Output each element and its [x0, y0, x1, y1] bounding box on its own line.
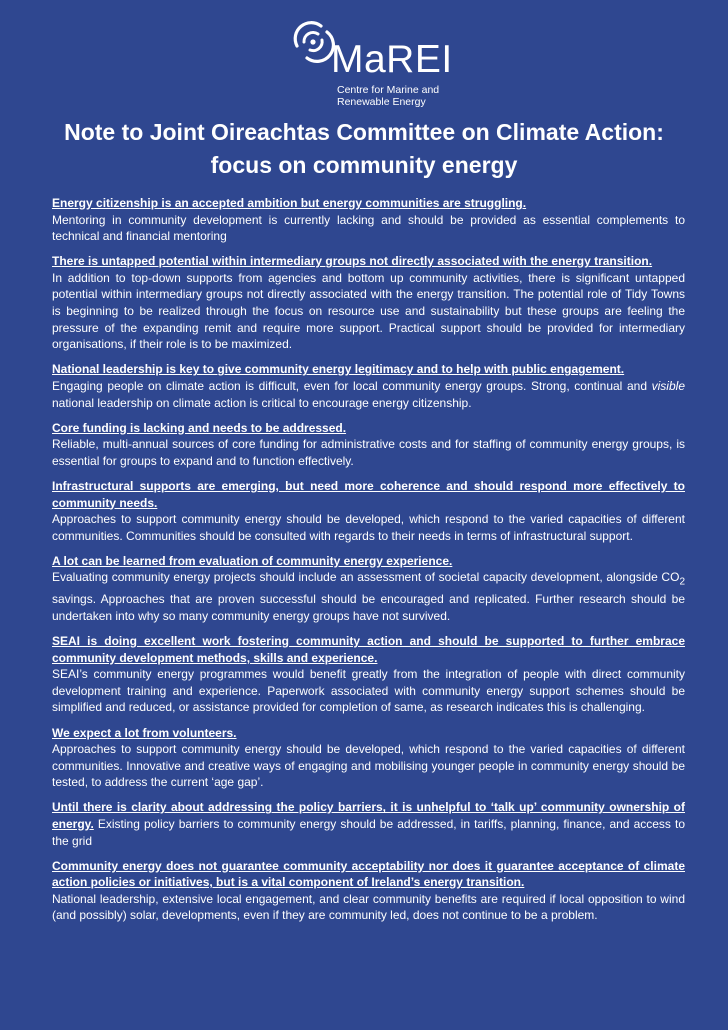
marei-logo — [291, 20, 461, 110]
marei-logo-mark-icon — [291, 20, 335, 64]
section-body: Mentoring in community development is currently lacking and should be provided as essential complements to technical and financial mentoring — [52, 212, 685, 244]
section-community-acceptability — [52, 858, 685, 924]
section-body: Approaches to support community energy should be developed, which respond to the varied capacities of different communities. Innovative and creative ways of engaging and mobilising younger people in community energy should be tested, to address the current ‘age gap’. — [52, 742, 685, 790]
section-intermediary-groups — [52, 253, 685, 353]
body-text: savings. Approaches that are proven successful should be encouraged and replicated. Further research should be undertaken into why so many community energy groups have not survived. — [52, 592, 685, 623]
section-heading: Community energy does not guarantee community acceptability nor does it guarantee acceptance of climate action policies or initiatives, but is a vital component of Ireland’s energy transition. — [52, 858, 685, 890]
section-heading: Energy citizenship is an accepted ambition but energy communities are struggling. — [52, 196, 527, 210]
section-body: Approaches to support community energy should be developed, which respond to the varied capacities of different communities. Communities should be consulted with regards to their needs in terms of infrastructural support. — [52, 512, 685, 543]
section-body: SEAI’s community energy programmes would benefit greatly from the integration of people with direct community development training and experience. Paperwork associated with community energy support schemes should be simplified and reduced, or assistance provided for completion of same, as research indicates this is challenging. — [52, 667, 685, 715]
section-national-leadership — [52, 361, 685, 411]
section-heading: Infrastructural supports are emerging, but need more coherence and should respond more effectively to community needs. — [52, 478, 685, 510]
logo-subtitle — [337, 84, 439, 108]
body-text: national leadership on climate action is critical to encourage energy citizenship. — [52, 395, 472, 410]
section-body — [52, 799, 685, 849]
section-body — [52, 569, 685, 624]
section-policy-barriers — [52, 799, 685, 849]
document-title — [40, 116, 688, 182]
section-evaluation — [52, 553, 685, 625]
section-heading: Until there is clarity about addressing the policy barriers, it is unhelpful to ‘talk up’ community ownership of energy. — [52, 800, 685, 831]
logo-subtitle-line-1: Centre for Marine and — [337, 84, 440, 96]
body-text: Engaging people on climate action is difficult, even for local community energy groups. Strong, continual and — [52, 378, 652, 393]
section-infrastructural-supports — [52, 478, 685, 544]
body-text: Evaluating community energy projects should include an assessment of societal capacity development, alongside CO — [52, 570, 680, 585]
body-subscript: 2 — [679, 576, 685, 588]
section-core-funding — [52, 420, 685, 470]
title-line-1: Note to Joint Oireachtas Committee on Climate Action: — [64, 119, 664, 145]
sections — [52, 195, 685, 933]
body-emphasis: visible — [651, 378, 685, 393]
section-heading: A lot can be learned from evaluation of community energy experience. — [52, 553, 453, 568]
section-seai — [52, 633, 685, 716]
section-energy-citizenship — [52, 195, 685, 245]
body-text: Existing policy barriers to community energy should be addressed, in tariffs, planning, finance, and access to the grid — [52, 816, 685, 848]
section-volunteers — [52, 725, 685, 791]
section-body: Reliable, multi-annual sources of core funding for administrative costs and for staffing of community energy groups, is essential for groups to expand and to function effectively. — [52, 437, 685, 468]
section-heading: There is untapped potential within intermediary groups not directly associated with the energy transition. — [52, 254, 653, 269]
section-body: In addition to top-down supports from agencies and bottom up community activities, there is significant untapped potential within intermediary groups not directly associated with the energy transition. The potential role of Tidy Towns is beginning to be realized through the focus on resource use and sustainability but these groups are feeling the pressure of the expanding remit and require more support. Practical support should be provided for intermediary organisations, if their role is to be maximized. — [52, 270, 685, 352]
section-heading: We expect a lot from volunteers. — [52, 725, 237, 740]
logo-subtitle-line-2: Renewable Energy — [337, 96, 426, 108]
section-heading: SEAI is doing excellent work fostering community action and should be supported to further embrace community development methods, skills and experience. — [52, 634, 685, 665]
section-heading: Core funding is lacking and needs to be addressed. — [52, 420, 347, 435]
section-body — [52, 378, 685, 411]
logo-name: MaREI — [331, 38, 453, 81]
section-body: National leadership, extensive local engagement, and clear community benefits are required if local opposition to wind (and possibly) solar, developments, even if they are community led, does not continue to be a problem. — [52, 891, 685, 923]
title-line-2: focus on community energy — [210, 152, 518, 178]
section-heading: National leadership is key to give community energy legitimacy and to help with public engagement. — [52, 362, 625, 377]
